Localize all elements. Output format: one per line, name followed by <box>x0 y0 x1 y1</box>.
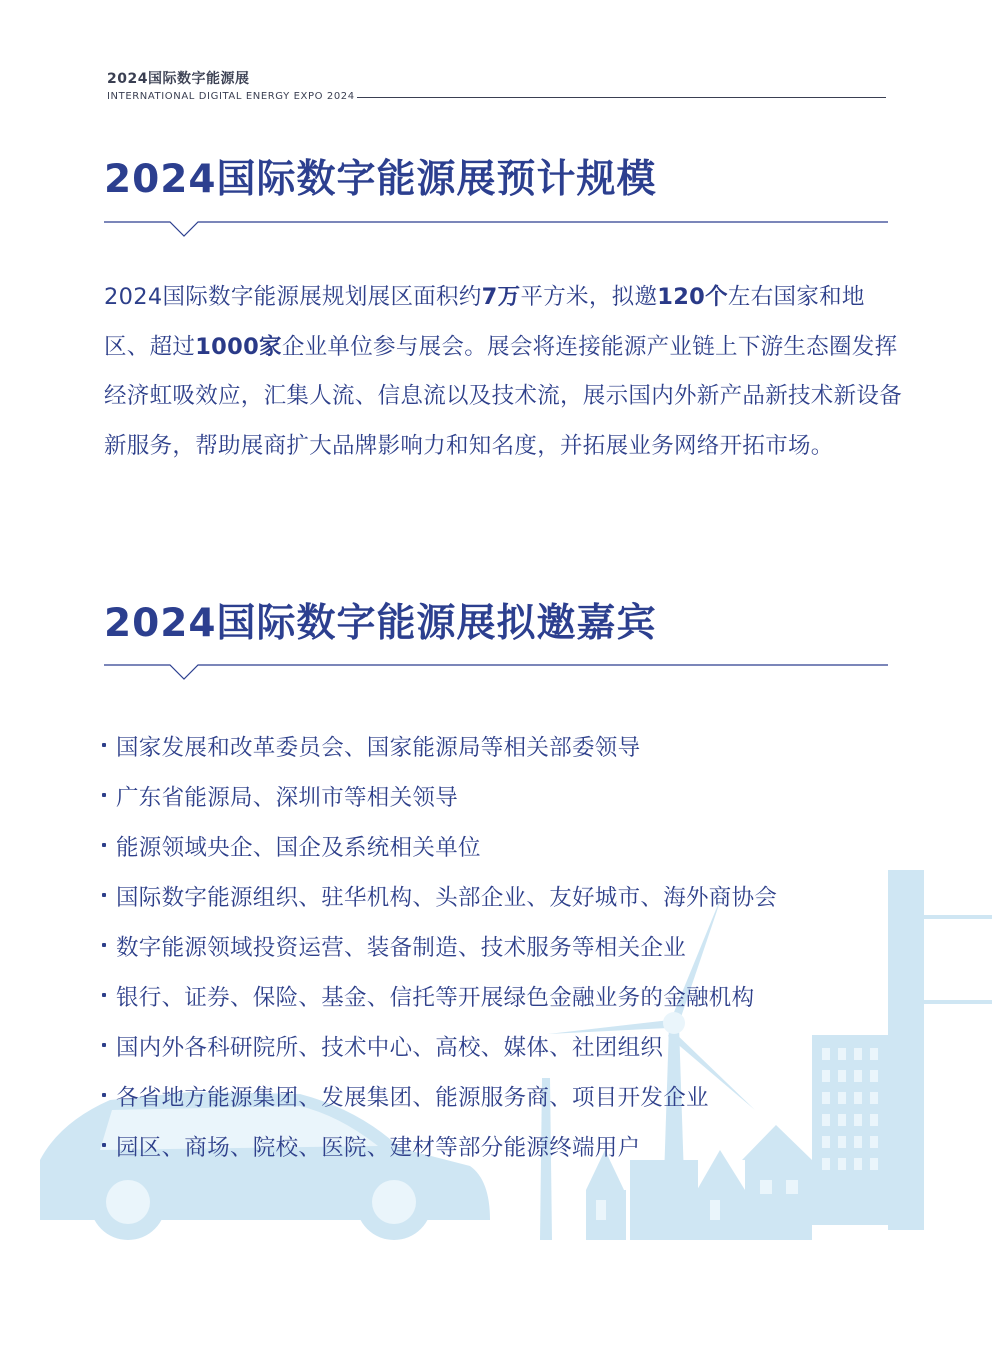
bullet <box>102 843 106 847</box>
section-title-scale: 2024国际数字能源展预计规模 <box>104 157 657 202</box>
companies-highlight: 1000家 <box>195 333 282 360</box>
area-highlight: 7万 <box>481 284 521 310</box>
section-divider <box>104 664 888 682</box>
bullet <box>102 1043 106 1047</box>
list-item: 银行、证券、保险、基金、信托等开展绿色金融业务的金融机构 <box>100 975 777 1025</box>
list-item: 国家发展和改革委员会、国家能源局等相关部委领导 <box>100 725 777 775</box>
bullet <box>102 793 106 797</box>
house <box>697 1190 745 1240</box>
header-title: 2024国际数字能源展 <box>107 71 250 87</box>
bullet <box>102 993 106 997</box>
scale-paragraph: 2024国际数字能源展规划展区面积约7万平方米，拟邀120个左右国家和地区、超过1000家企业单位参与展会。展会将连接能源产业链上下游生态圈发挥经济虹吸效应，汇集人流、信息流以及技术流，展示国内外新产品新技术新设备新服务，帮助展商扩大品牌影响力和知名度，并拓展业务网络开拓市场。 <box>104 284 903 459</box>
header-subtitle: INTERNATIONAL DIGITAL ENERGY EXPO 2024 <box>107 91 355 102</box>
list-item: 广东省能源局、深圳市等相关领导 <box>100 775 777 825</box>
bullet <box>102 743 106 747</box>
list-item: 国内外各科研院所、技术中心、高校、媒体、社团组织 <box>100 1025 777 1075</box>
list-item: 国际数字能源组织、驻华机构、头部企业、友好城市、海外商协会 <box>100 875 777 925</box>
frame-bar <box>920 915 992 919</box>
section-title-guests: 2024国际数字能源展拟邀嘉宾 <box>104 601 657 646</box>
bullet <box>102 943 106 947</box>
list-item: 数字能源领域投资运营、装备制造、技术服务等相关企业 <box>100 925 777 975</box>
list-item: 能源领域央企、国企及系统相关单位 <box>100 825 777 875</box>
bullet <box>102 893 106 897</box>
guest-list <box>100 725 777 1175</box>
bullet <box>102 1093 106 1097</box>
list-item: 园区、商场、院校、医院、建材等部分能源终端用户 <box>100 1125 777 1175</box>
frame-bar <box>920 1000 992 1004</box>
office-building <box>812 1035 896 1225</box>
header-rule <box>357 97 886 98</box>
bullet <box>102 1143 106 1147</box>
list-item: 各省地方能源集团、发展集团、能源服务商、项目开发企业 <box>100 1075 777 1125</box>
section-divider <box>104 221 888 239</box>
countries-highlight: 120个 <box>657 284 728 310</box>
